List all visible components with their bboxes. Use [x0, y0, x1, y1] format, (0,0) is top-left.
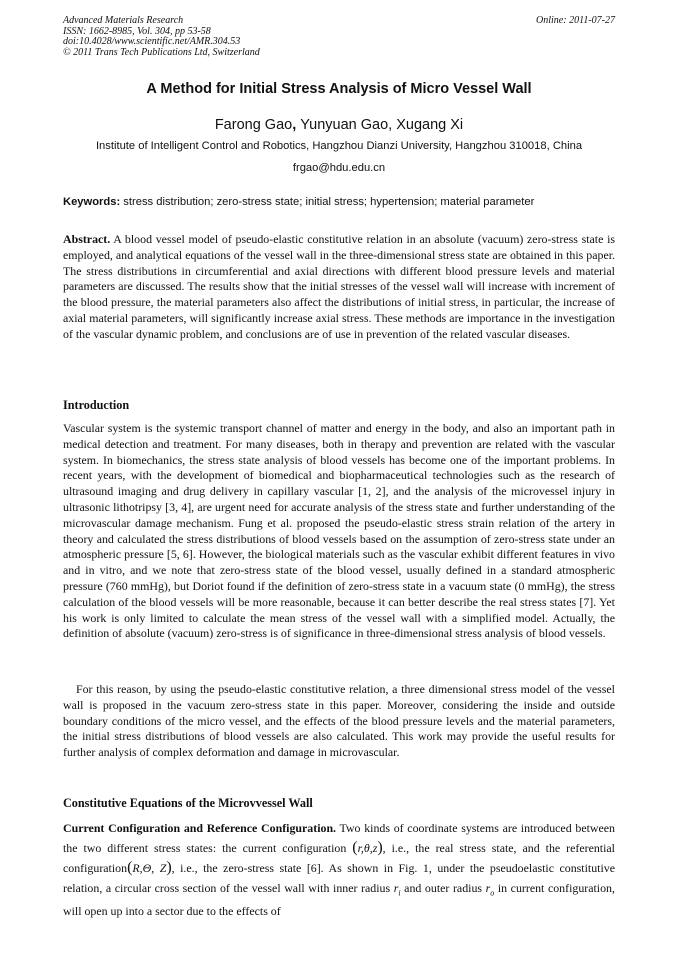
- paragraph-text: and outer radius: [400, 880, 486, 895]
- reference-configuration-math: R,Θ, Z: [132, 861, 167, 876]
- author-separator: ,: [292, 117, 301, 133]
- constitutive-paragraph: Current Configuration and Reference Configuration. Two kinds of coordinate systems are introduced between the two different stress states: the current configuration (r,θ,z), i.e., the real stress state, and the referential configuration(R,Θ, Z), i.e., the zero-stress state [6]. As shown in Fig. 1, under the pseudoelastic constitutive relation, a circular cross section of the vessel wall with inner radius $r_i$ and outer radius $r_o$ in current configuration, will open up into a sector due to the effects of: [63, 821, 615, 919]
- author-name: Farong Gao: [214, 117, 293, 133]
- paragraph-text: in current configuration, will open up into a sector due to the effects of: [63, 880, 615, 919]
- journal-header: [63, 16, 615, 58]
- outer-radius-subscript: o: [490, 887, 495, 897]
- current-configuration-math: r,θ,z: [357, 841, 378, 856]
- author-name: Yunyuan Gao: [300, 117, 389, 133]
- abstract: [63, 232, 615, 343]
- paragraph-text: , i.e., the zero-stress state [6]. As shown in Fig. 1, under the pseudoelastic constitutive relation, a circular cross section of the vessel wall with inner radius: [63, 861, 615, 895]
- paragraph-text: Two kinds of coordinate systems are introduced between the two different stress states: the current configuration: [63, 821, 615, 856]
- introduction-paragraph-2: For this reason, by using the pseudo-elastic constitutive relation, a three dimensional stress model of the vessel wall is proposed in the vacuum zero-stress state in this paper. Moreover, considering the inside and outside boundary conditions of the micro vessel, and the effects of the blood pressure levels and the material parameters, the initial stress distributions of blood vessels are also calculated. This work may provide the useful results for further analysis of complex deformation and damage in microvascular.: [63, 682, 615, 760]
- author-email: frgao@hdu.edu.cn: [292, 162, 386, 174]
- abstract-label: Abstract.: [63, 232, 111, 246]
- run-in-heading: Current Configuration and Reference Configuration.: [63, 821, 337, 835]
- introduction-paragraph-1: Vascular system is the systemic transport channel of matter and energy in the body, and also an important path in medical detection and treatment. For many diseases, both in therapy and prevention are related with the vascular system. In biomechanics, the stress state analysis of blood vessels has become one of the important problems. In recent years, with the development of biomedical and biopharmaceutical technologies such as the research of ultrasound imaging and drug delivery in capillary vascular [1, 2], and the analysis of the microvessel injury in ultrasonic lithotripsy [3, 4], are urgent need for accurate analysis of the stress state and further understanding of the microvascular damage mechanism. Fung et al. proposed the pseudo-elastic stress strain relation of the artery in theory and calculated the stress distributions of blood vessels based on the assumption of zero-stress state under an atmospheric pressure [5, 6]. However, the biological materials such as the vascular exhibit different features in vivo and in vitro, and we note that zero-stress state of the blood vessel, usually defined in a standard atmospheric pressure (760 mmHg), but Doriot found if the definition of zero-stress state in a vacuum state (0 mmHg), the stress calculation of the blood vessels will be more reasonable, because it can better describe the real stress states [7]. Yet his work is only limited to calculate the mean stress of the vessel wall with a simplified model. Actually, the definition of absolute (vacuum) zero-stress is of significance in three-dimensional stress analysis of blood vessels.: [63, 421, 615, 641]
- inner-radius-subscript: i: [398, 887, 401, 897]
- author-separator: ,: [388, 117, 397, 133]
- journal-name: Advanced Materials Research: [63, 15, 184, 26]
- paragraph-text: , i.e., the real stress state, and the referential configuration: [63, 841, 615, 876]
- introduction-heading: Introduction: [63, 398, 130, 412]
- author-name: Xugang Xi: [396, 117, 464, 133]
- copyright-line: © 2011 Trans Tech Publications Ltd, Switzerland: [63, 46, 260, 58]
- online-date: Online: 2011-07-27: [536, 15, 615, 26]
- constitutive-heading: Constitutive Equations of the Microvvessel Wall: [63, 796, 313, 810]
- keywords-text: stress distribution; zero-stress state; initial stress; hypertension; material parameter: [120, 196, 535, 208]
- affiliation: Institute of Intelligent Control and Robotics, Hangzhou Dianzi University, Hangzhou 310018, China: [95, 140, 583, 152]
- keywords: [63, 196, 615, 208]
- doi-line: doi:10.4028/www.scientific.net/AMR.304.53: [63, 36, 241, 48]
- issn-line: ISSN: 1662-8985, Vol. 304, pp 53-58: [63, 25, 211, 37]
- outer-radius-symbol: r: [485, 880, 491, 895]
- paper-title: A Method for Initial Stress Analysis of Micro Vessel Wall: [146, 81, 532, 97]
- keywords-label: Keywords:: [63, 196, 121, 208]
- inner-radius-symbol: r: [393, 880, 399, 895]
- author-list: [0, 117, 678, 133]
- abstract-text: A blood vessel model of pseudo-elastic constitutive relation in an absolute (vacuum) zero-stress state is employed, and analytical equations of the vessel wall in the three-dimensional stress state are obtained in this paper. The stress distributions in circumferential and axial directions with different blood pressure levels and material parameters are discussed. The results show that the initial stresses of the vessel wall will increase with increment of the blood pressure, the material parameters also affect the distributions of initial stress, in particular, the increase of axial material parameters, will significantly increase axial stress. These methods are importance in the investigation of the vascular dynamic problem, and conclusions are of use in prevention of the related vascular diseases.: [63, 232, 615, 341]
